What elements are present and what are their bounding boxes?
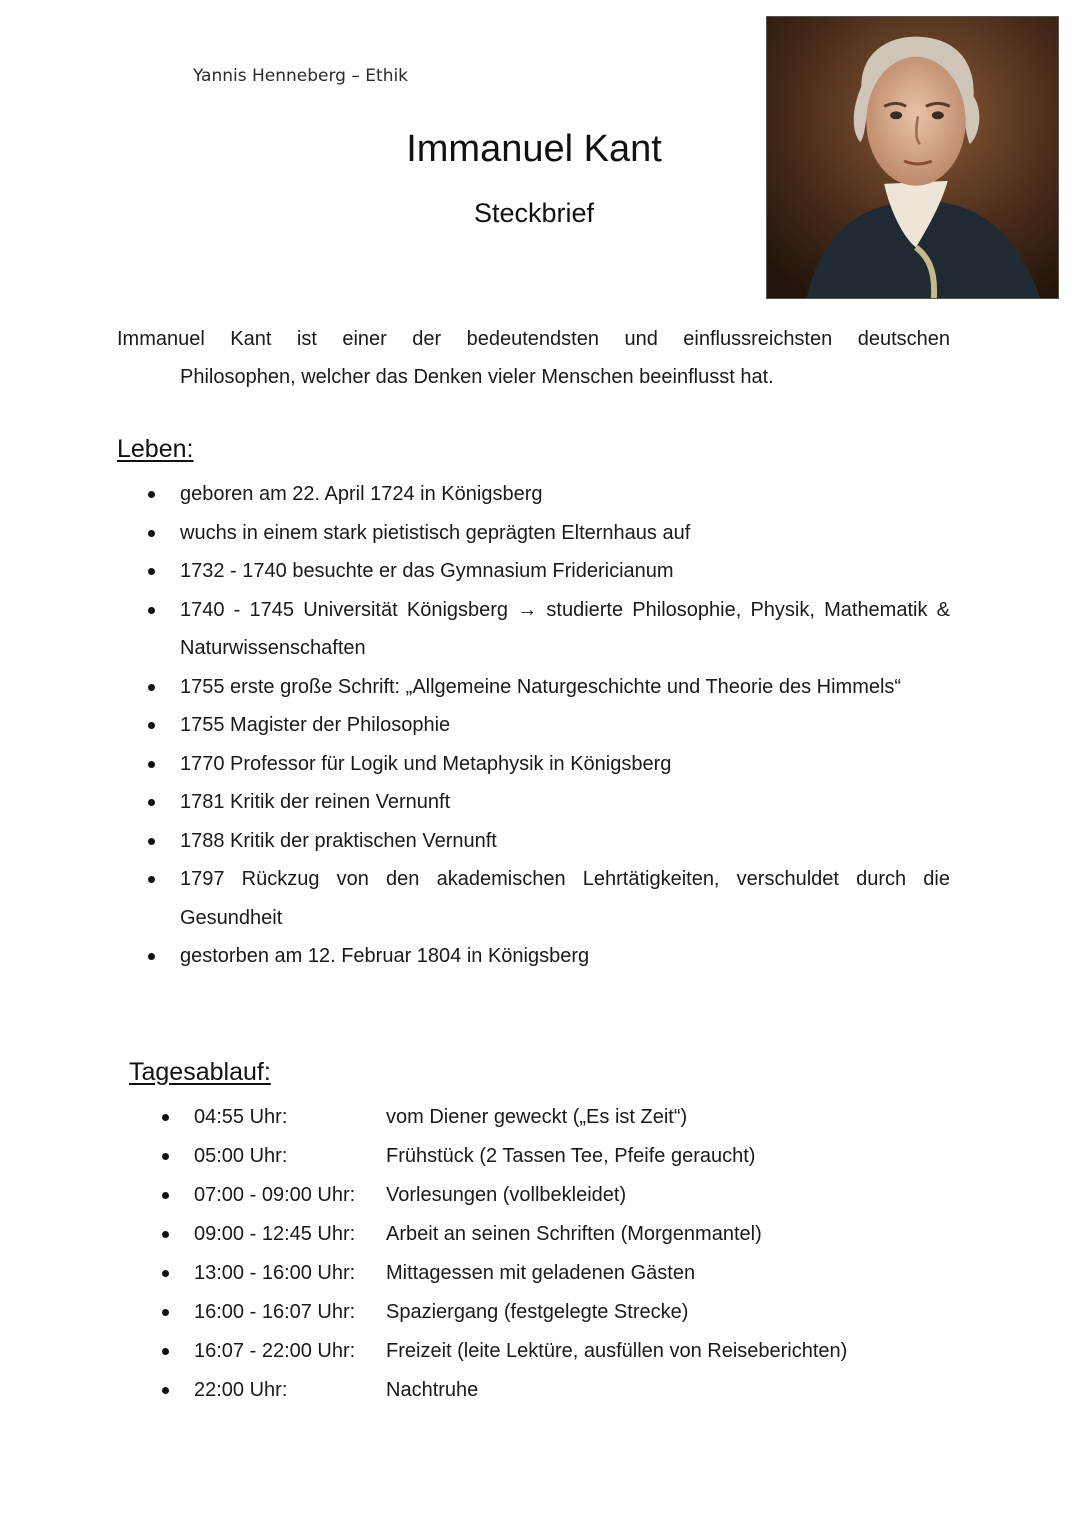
page-subtitle: Steckbrief [473,198,595,228]
schedule-activity: Mittagessen mit geladenen Gästen [386,1262,696,1284]
tagesablauf-list [155,1098,955,1410]
schedule-item [155,1332,955,1371]
schedule-activity: vom Diener geweckt („Es ist Zeit“) [386,1106,688,1128]
list-item: 1781 Kritik der reinen Vernunft [140,783,950,822]
list-item: 1770 Professor für Logik und Metaphysik in Königsberg [140,745,950,784]
list-item: 1740 - 1745 Universität Königsberg → studierte Philosophie, Physik, Mathematik & Naturwissenschaften [140,591,950,668]
list-item: 1788 Kritik der praktischen Vernunft [140,822,950,861]
schedule-time: 22:00 Uhr: [194,1379,288,1401]
schedule-time: 05:00 Uhr: [194,1145,288,1167]
schedule-item [155,1176,955,1215]
intro-line-2: Philosophen, welcher das Denken vieler Menschen beeinflusst hat. [180,366,774,388]
list-item: 1755 erste große Schrift: „Allgemeine Naturgeschichte und Theorie des Himmels“ [140,668,950,707]
schedule-activity: Spaziergang (festgelegte Strecke) [386,1301,689,1323]
list-item: 1755 Magister der Philosophie [140,706,950,745]
schedule-time: 16:07 - 22:00 Uhr: [194,1340,356,1362]
list-item: gestorben am 12. Februar 1804 in Königsberg [140,937,950,976]
portrait-image [766,16,1059,299]
list-item: geboren am 22. April 1724 in Königsberg [140,475,950,514]
schedule-item [155,1371,955,1410]
page-title: Immanuel Kant [406,128,662,170]
tagesablauf-heading: Tagesablauf: [129,1058,271,1086]
list-item: 1732 - 1740 besuchte er das Gymnasium Fridericianum [140,552,950,591]
intro-paragraph [117,320,950,396]
schedule-item [155,1254,955,1293]
leben-list [140,475,950,976]
schedule-item [155,1293,955,1332]
schedule-activity: Nachtruhe [386,1379,479,1401]
schedule-activity: Arbeit an seinen Schriften (Morgenmantel) [386,1223,762,1245]
author-line: Yannis Henneberg – Ethik [193,66,409,86]
schedule-activity: Vorlesungen (vollbekleidet) [386,1184,627,1206]
schedule-item [155,1137,955,1176]
schedule-time: 07:00 - 09:00 Uhr: [194,1184,356,1206]
schedule-time: 09:00 - 12:45 Uhr: [194,1223,356,1245]
schedule-item [155,1098,955,1137]
leben-heading: Leben: [117,435,194,463]
list-item: 1797 Rückzug von den akademischen Lehrtätigkeiten, verschuldet durch die Gesundheit [140,860,950,937]
schedule-time: 04:55 Uhr: [194,1106,288,1128]
schedule-activity: Frühstück (2 Tassen Tee, Pfeife geraucht) [386,1145,756,1167]
intro-line-1: Immanuel Kant ist einer der bedeutendsten und einflussreichsten deutschen [117,328,950,350]
schedule-item [155,1215,955,1254]
schedule-time: 13:00 - 16:00 Uhr: [194,1262,356,1284]
schedule-activity: Freizeit (leite Lektüre, ausfüllen von Reiseberichten) [386,1340,848,1362]
list-item: wuchs in einem stark pietistisch geprägten Elternhaus auf [140,514,950,553]
schedule-time: 16:00 - 16:07 Uhr: [194,1301,356,1323]
